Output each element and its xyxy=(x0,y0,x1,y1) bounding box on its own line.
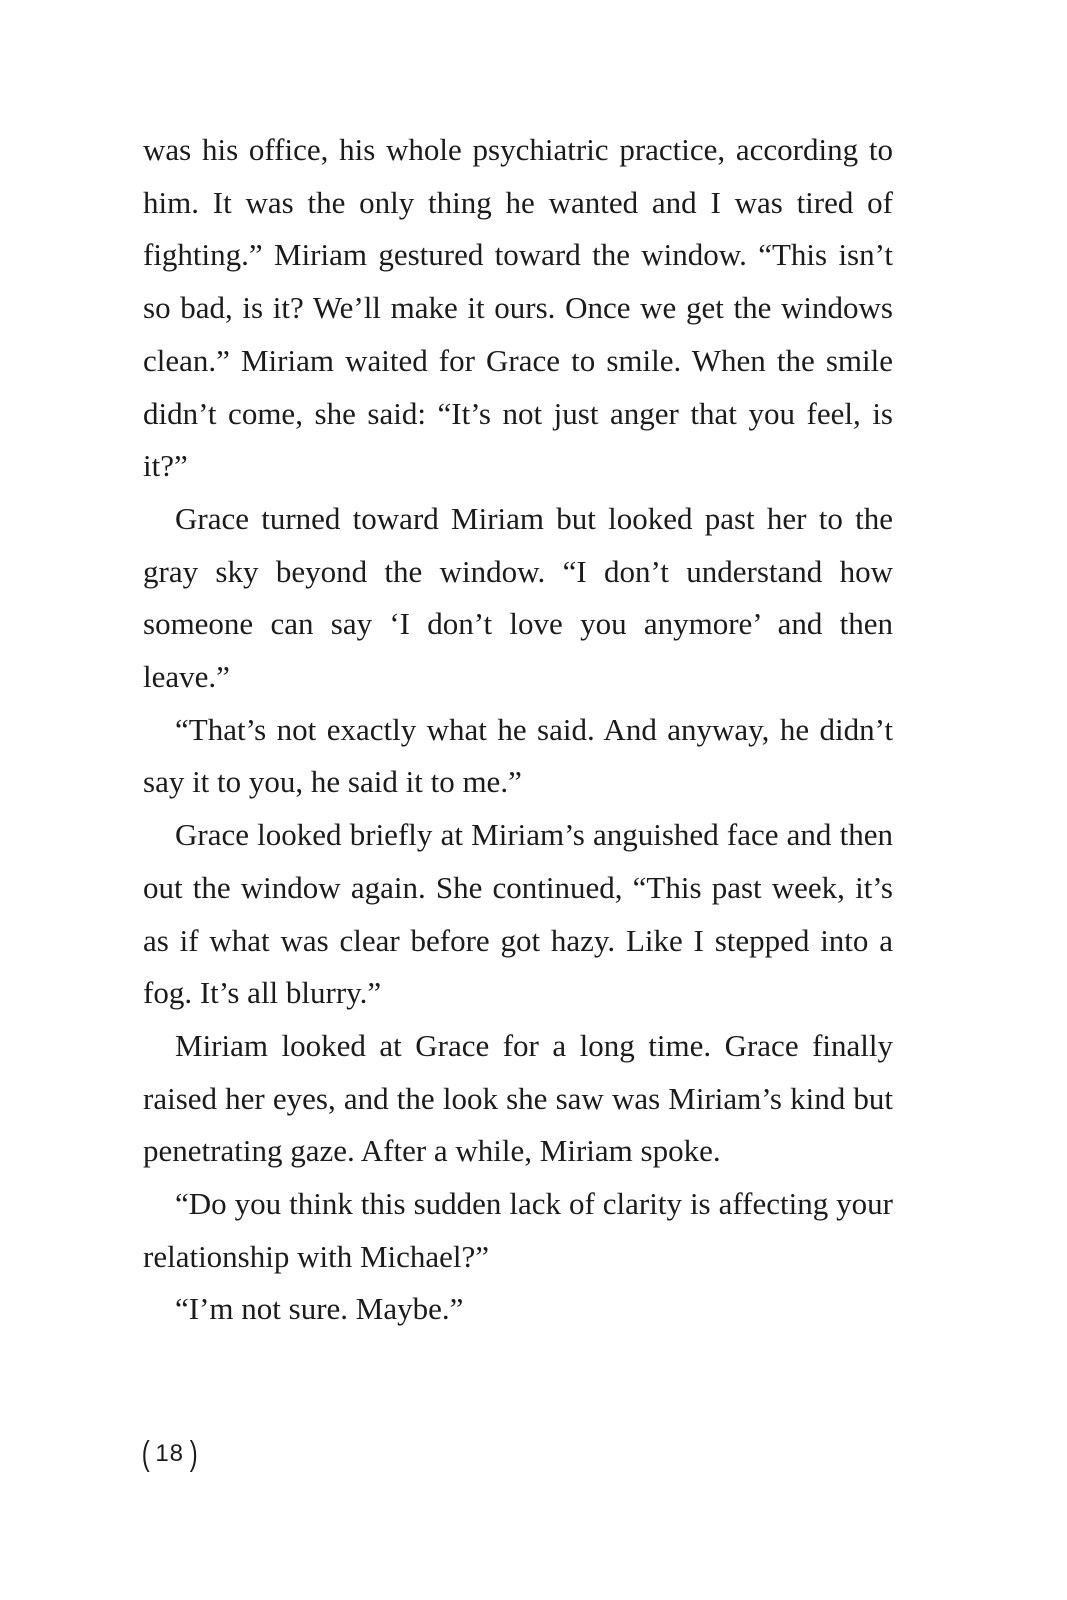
paragraph: “That’s not exactly what he said. And anyway, he didn’t say it to you, he said it to me.” xyxy=(143,711,893,800)
paragraph: “Do you think this sudden lack of clarity is affecting your relationship with Michael?” xyxy=(143,1186,893,1274)
body-text xyxy=(143,124,893,1336)
paragraph: Grace looked briefly at Miriam’s anguished face and then out the window again. She continued, “This past week, it’s as if what was clear before got hazy. Like I stepped into a fog. It’s all blurry.” xyxy=(143,817,893,1011)
paragraph: Grace turned toward Miriam but looked past her to the gray sky beyond the window. “I don’t understand how someone can say ‘I don’t love you anymore’ and then leave.” xyxy=(143,500,893,695)
page-number-close-bracket: ) xyxy=(189,1435,198,1473)
paragraph: was his office, his whole psychiatric practice, according to him. It was the only thing he wanted and I was tired of fighting.” Miriam gestured toward the window. “This isn’t so bad, is it? We’ll make it ours. Once we get the windows clean.” Miriam waited for Grace to smile. When the smile didn’t come, she said: “It’s not just anger that you feel, is it?” xyxy=(143,132,893,484)
page-number-value: 18 xyxy=(155,1440,185,1467)
paragraph: Miriam looked at Grace for a long time. Grace finally raised her eyes, and the look she saw was Miriam’s kind but penetrating gaze. After a while, Miriam spoke. xyxy=(143,1027,893,1169)
paragraph: “I’m not sure. Maybe.” xyxy=(175,1291,464,1327)
page-number xyxy=(140,1432,199,1476)
page-number-open-bracket: ( xyxy=(141,1435,150,1473)
